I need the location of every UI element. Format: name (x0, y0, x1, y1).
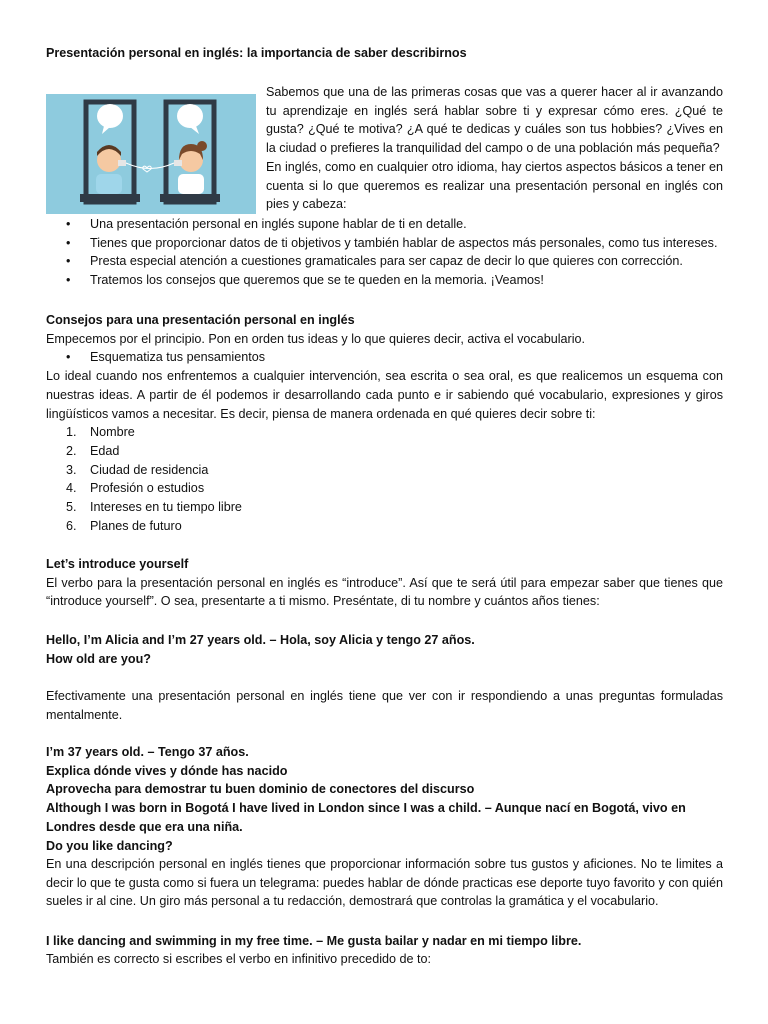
list-item: 4. Profesión o estudios (66, 481, 205, 496)
example-sentence: I’m 37 years old. – Tengo 37 años. (46, 745, 249, 759)
list-item: • Tienes que proporcionar datos de ti objetivos y también hablar de aspectos más personales, como tus intereses. (46, 234, 723, 253)
list-item: • Presta especial atención a cuestiones gramaticales para ser capaz de decir lo que quieres con corrección. (46, 252, 723, 271)
bullet: • (66, 273, 71, 288)
subheading: Aprovecha para demostrar tu buen dominio de conectores del discurso (46, 782, 475, 797)
intro-text (266, 83, 723, 214)
question: How old are you? (46, 651, 151, 666)
paragraph: También es correcto si escribes el verbo en infinitivo precedido de to: (46, 952, 432, 966)
section-heading: Consejos para una presentación personal en inglés (46, 313, 355, 327)
paragraph: Lo ideal cuando nos enfrentemos a cualquier intervención, sea escrita o sea oral, es que realicemos un esquema con nuestras ideas. A partir de él podemos ir desarrollando cada punto e ir sabiendo qué vocabulario, expresiones y giros lingüísticos vamos a necesitar. Es decir, piensa de manera ordenada en qué quieres decir sobre ti: (46, 369, 723, 421)
list-item: 2. Edad (66, 443, 120, 458)
conversation-illustration (46, 94, 256, 214)
example-block (46, 631, 723, 668)
paragraph: Empecemos por el principio. Pon en orden tus ideas y lo que quieres decir, activa el vocabulario. (46, 331, 586, 346)
question: Do you like dancing? (46, 838, 173, 853)
bullet: • (66, 235, 71, 250)
bullet: • (66, 350, 71, 365)
tips-bullet-list (46, 348, 723, 367)
introduce-section (46, 555, 723, 611)
example-block (46, 743, 723, 855)
subheading: Explica dónde vives y dónde has nacido (46, 763, 288, 778)
example-sentence: Although I was born in Bogotá I have lived in London since I was a child. – Aunque nací en Bogotá, vivo en Londres desde que era una niña. (46, 801, 686, 834)
bullet: • (66, 217, 71, 231)
bullet: • (66, 254, 71, 269)
key-points-list (46, 215, 723, 290)
list-item: 3. Ciudad de residencia (66, 462, 209, 477)
tips-section (46, 311, 723, 535)
example-sentence: I like dancing and swimming in my free time. – Me gusta bailar y nadar en mi tiempo libre. (46, 934, 582, 948)
numbered-list (46, 423, 723, 535)
list-item: • Tratemos los consejos que queremos que se te queden en la memoria. ¡Veamos! (46, 271, 723, 290)
intro-paragraph: Sabemos que una de las primeras cosas que vas a querer hacer al ir avanzando tu aprendizaje en inglés será hablar sobre ti y expresar cómo eres. ¿Qué te gusta? ¿Qué te motiva? ¿A qué te dedicas y cuáles son tus hobbies? ¿Vives en la ciudad o prefieres la tranquilidad del campo o de una población más pequeña? (266, 85, 723, 156)
list-item: • Esquematiza tus pensamientos (46, 348, 723, 367)
paragraph: Efectivamente una presentación personal en inglés tiene que ver con ir respondiendo a unas preguntas formuladas mentalmente. (46, 689, 723, 722)
paragraph: En una descripción personal en inglés tienes que proporcionar información sobre tus gustos y aficiones. No te limites a decir lo que te gusta como si fuera un telegrama: puedes hablar de dónde practicas ese deporte tuyo favorito y con quién sueles ir al cine. Un giro más personal a tu redacción, demostrará que controlas la gramática y el vocabulario. (46, 857, 723, 909)
list-item: 1. Nombre (66, 425, 135, 440)
list-item: 5. Intereses en tu tiempo libre (66, 500, 242, 515)
page-title: Presentación personal en inglés: la importancia de saber describirnos (46, 46, 467, 60)
section-heading: Let’s introduce yourself (46, 557, 189, 571)
intro-paragraph: En inglés, como en cualquier otro idioma, hay ciertos aspectos básicos a tener en cuenta si lo que queremos es realizar una presentación personal en inglés con pies y cabeza: (266, 159, 723, 212)
example-sentence: Hello, I’m Alicia and I’m 27 years old. – Hola, soy Alicia y tengo 27 años. (46, 633, 475, 647)
list-item: • Una presentación personal en inglés supone hablar de ti en detalle. (46, 215, 723, 234)
list-item: 6. Planes de futuro (66, 518, 182, 533)
paragraph: El verbo para la presentación personal en inglés es “introduce”. Así que te será útil para empezar saber que tienes que “introduce yourself”. O sea, presentarte a ti mismo. Preséntate, di tu nombre y cuántos años tienes: (46, 575, 723, 609)
